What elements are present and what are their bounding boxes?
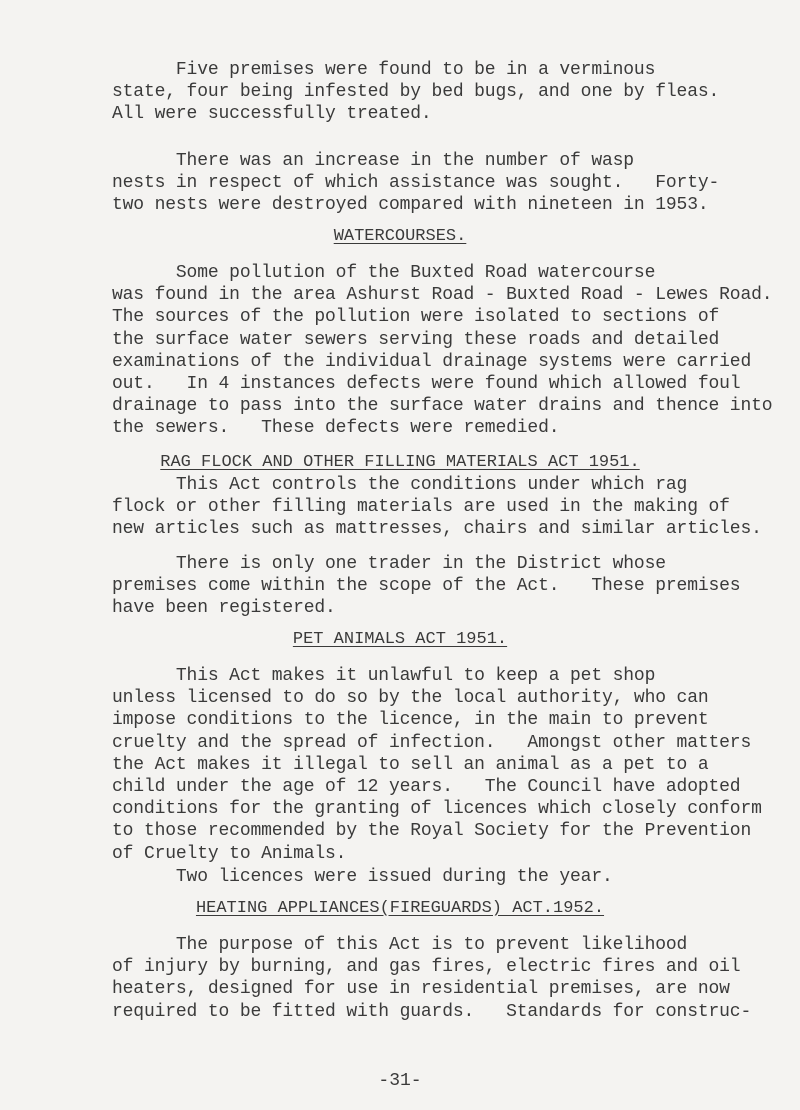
paragraph-pet-animals-act: This Act makes it unlawful to keep a pet shop unless licensed to do so by the local authority, who can impose conditions to the licence, in the main to prevent cruelty and the spread of infection. Amongst other matters the Act makes it illegal to sell an animal as a pet to a child under the age of 12 years. The Council have adopted conditions for the granting of licences which closely conform to those recommended by the Royal Society for the Prevention of Cruelty to Animals. [112,666,762,864]
paragraph-registered-trader: There is only one trader in the District whose premises come within the scope of the Act. These premises have been registered. [112,554,741,619]
paragraph-heating-appliances-act: The purpose of this Act is to prevent likelihood of injury by burning, and gas fires, electric fires and oil heaters, designed for use in residential premises, are now required to be fitted with guards. Standards for construc- [112,935,752,1022]
paragraph-wasp-nests: There was an increase in the number of wasp nests in respect of which assistance was sought. Forty- two nests were destroyed compared with nineteen in 1953. [112,151,720,216]
heading-rag-flock-act: RAG FLOCK AND OTHER FILLING MATERIALS ACT 1951. [160,453,640,472]
paragraph-licences-issued: Two licences were issued during the year. [112,867,613,887]
paragraph-rag-flock-act: This Act controls the conditions under which rag flock or other filling materials are used in the making of new articles such as mattresses, chairs and similar articles. [112,475,762,540]
paragraph-watercourse-pollution: Some pollution of the Buxted Road watercourse was found in the area Ashurst Road - Buxted Road - Lewes Road. The sources of the pollution were isolated to sections of the surface water sewers serving these roads and detailed examinations of the individual drainage systems were carried out. In 4 instances defects were found which allowed foul drainage to pass into the surface water drains and thence into the sewers. These defects were remedied. [112,263,773,439]
paragraph-verminous-premises: Five premises were found to be in a verminous state, four being infested by bed bugs, and one by fleas. All were successfully treated. [112,60,720,125]
page-number: -31- [378,1071,422,1091]
heading-heating-appliances-act: HEATING APPLIANCES(FIREGUARDS) ACT.1952. [195,899,605,918]
heading-watercourses: WATERCOURSES. [333,227,467,246]
heading-pet-animals-act: PET ANIMALS ACT 1951. [292,630,508,649]
